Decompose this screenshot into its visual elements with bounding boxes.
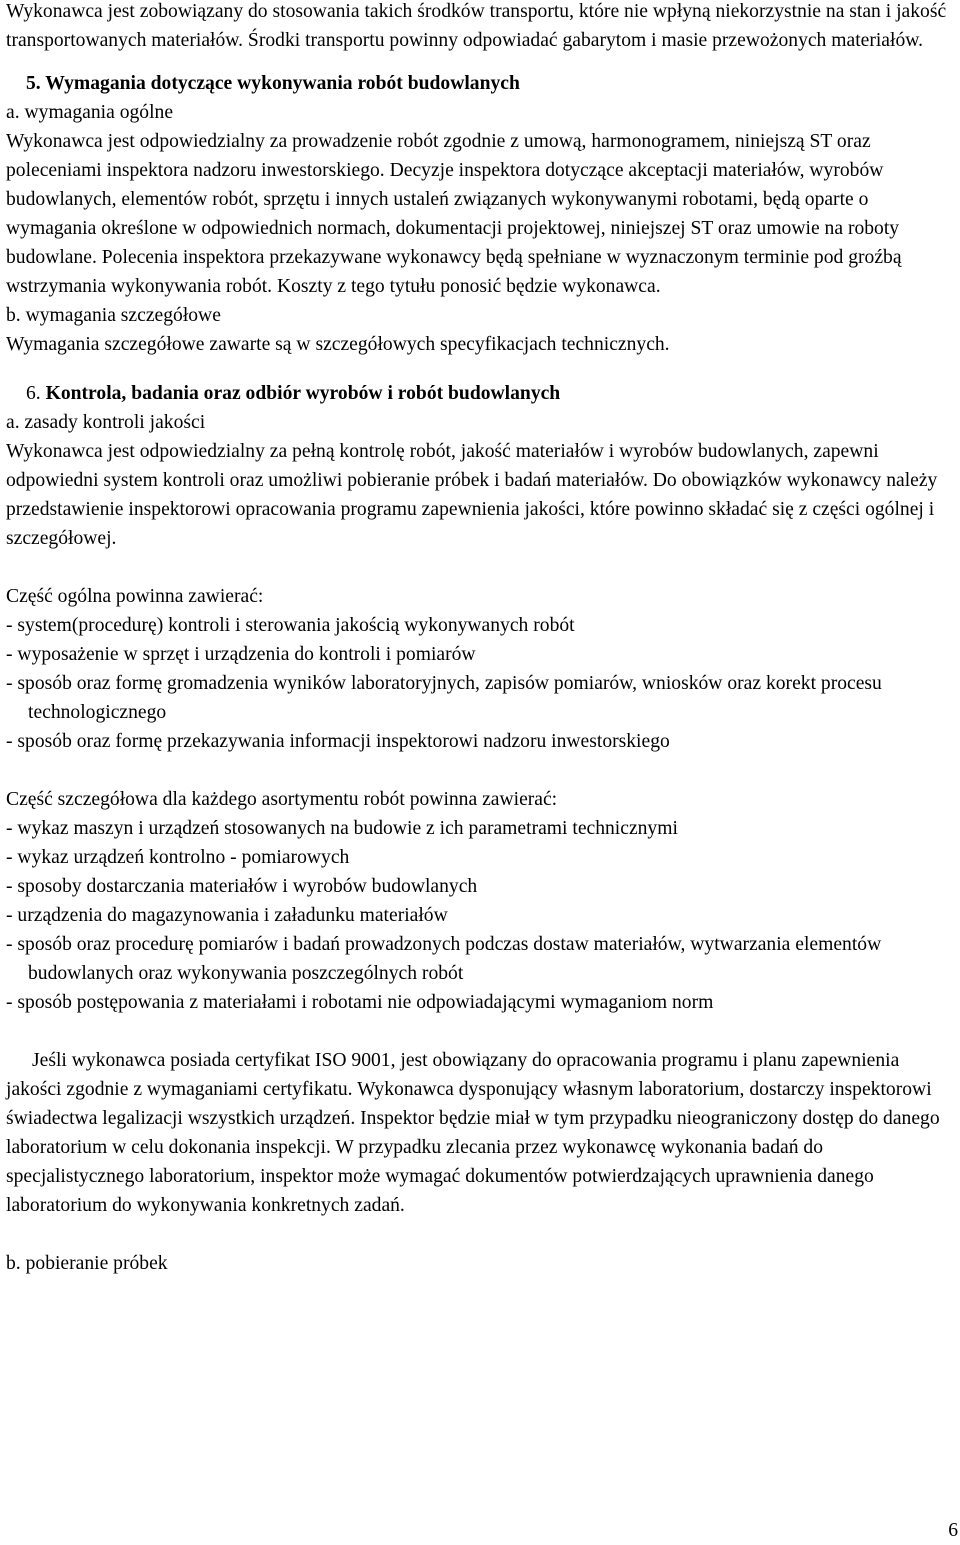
detail-item: - sposoby dostarczania materiałów i wyrobów budowlanych [6, 876, 478, 897]
intro-paragraph: Wykonawca jest zobowiązany do stosowania takich środków transportu, które nie wpłyną niekorzystnie na stan i jakość transportowanych materiałów. Środki transportu powinny odpowiadać gabarytom i masie przewożonych materiałów. [6, 1, 947, 51]
general-item: - sposób oraz formę przekazywania informacji inspektorowi nadzoru inwestorskiego [6, 731, 670, 752]
section-5-heading: 5. Wymagania dotyczące wykonywania robót budowlanych [26, 73, 520, 94]
general-item: - sposób oraz formę gromadzenia wyników laboratoryjnych, zapisów pomiarów, wniosków oraz korekt procesu technologicznego [6, 673, 882, 723]
section-6a-label: a. zasady kontroli jakości [6, 412, 206, 433]
section-6-heading [6, 379, 954, 408]
iso-paragraph: Jeśli wykonawca posiada certyfikat ISO 9001, jest obowiązany do opracowania programu i planu zapewnienia jakości zgodnie z wymaganiami certyfikatu. Wykonawca dysponujący własnym laboratorium, dostarczy inspektorowi świadectwa legalizacji wszystkich urządzeń. Inspektor będzie miał w tym przypadku nieograniczony dostęp do danego laboratorium w celu dokonania inspekcji. W przypadku zlecania przez wykonawcę wykonania badań do specjalistycznego laboratorium, inspektor może wymagać dokumentów potwierdzających uprawnienia danego laboratorium do wykonywania konkretnych zadań. [6, 1050, 940, 1216]
detail-item: - wykaz urządzeń kontrolno - pomiarowych [6, 847, 350, 868]
section-6a-text: Wykonawca jest odpowiedzialny za pełną kontrolę robót, jakość materiałów i wyrobów budowlanych, zapewni odpowiedni system kontroli oraz umożliwi pobieranie próbek i badań materiałów. Do obowiązków wykonawcy należy przedstawienie inspektorowi opracowania programu zapewnienia jakości, które powinno składać się z części ogólnej i szczegółowej. [6, 441, 938, 549]
section-5a-text: Wykonawca jest odpowiedzialny za prowadzenie robót zgodnie z umową, harmonogramem, niniejszą ST oraz poleceniami inspektora nadzoru inwestorskiego. Decyzje inspektora dotyczące akceptacji materiałów, wyrobów budowlanych, elementów robót, sprzętu i innych ustaleń związanych wykonywanymi robotami, będą oparte o wymagania określone w odpowiednich normach, dokumentacji projektowej, niniejszej ST oraz umowie na roboty budowlane. Polecenia inspektora przekazywane wykonawcy będą spełniane w wyznaczonym terminie pod groźbą wstrzymania wykonywania robót. Koszty z tego tytułu ponosić będzie wykonawca. [6, 131, 902, 297]
general-item: - system(procedurę) kontroli i sterowania jakością wykonywanych robót [6, 615, 575, 636]
section-6b-label: b. pobieranie próbek [6, 1253, 168, 1274]
detail-part-intro: Część szczegółowa dla każdego asortymentu robót powinna zawierać: [6, 789, 558, 810]
section-5b-label: b. wymagania szczegółowe [6, 305, 221, 326]
section-6-title: Kontrola, badania oraz odbiór wyrobów i robót budowlanych [45, 383, 561, 404]
general-part-intro: Część ogólna powinna zawierać: [6, 586, 264, 607]
detail-item: - sposób postępowania z materiałami i robotami nie odpowiadającymi wymaganiom norm [6, 992, 714, 1013]
detail-item: - urządzenia do magazynowania i załadunku materiałów [6, 905, 448, 926]
general-item: - wyposażenie w sprzęt i urządzenia do kontroli i pomiarów [6, 644, 476, 665]
section-5b-text: Wymagania szczegółowe zawarte są w szczegółowych specyfikacjach technicznych. [6, 334, 670, 355]
section-5a-label: a. wymagania ogólne [6, 102, 174, 123]
page-number: 6 [948, 1520, 958, 1541]
document-page [6, 0, 954, 1278]
section-6-number: 6. [26, 383, 46, 404]
detail-item: - sposób oraz procedurę pomiarów i badań prowadzonych podczas dostaw materiałów, wytwarzania elementów budowlanych oraz wykonywania poszczególnych robót [6, 934, 882, 984]
detail-item: - wykaz maszyn i urządzeń stosowanych na budowie z ich parametrami technicznymi [6, 818, 678, 839]
